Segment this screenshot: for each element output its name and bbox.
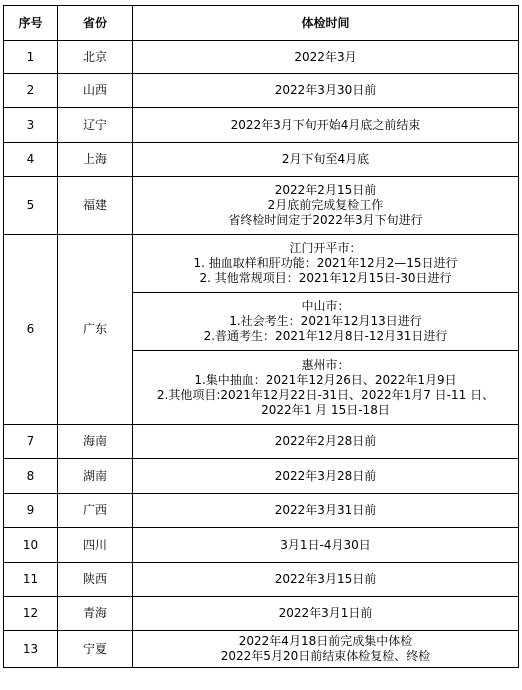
row-exam-time-zhongshan xyxy=(133,293,519,351)
row-province: 广东 xyxy=(58,235,133,425)
row-exam-time xyxy=(133,74,519,108)
time-line: 2月下旬至4月底 xyxy=(281,152,370,166)
time-line: 2022年3月30日前 xyxy=(274,83,377,97)
row-index: 13 xyxy=(4,631,58,668)
row-index: 11 xyxy=(4,563,58,597)
row-province: 辽宁 xyxy=(58,108,133,143)
time-line: 江门开平市： xyxy=(289,241,362,255)
time-line: 2022年3月1日前 xyxy=(278,606,373,620)
row-exam-time xyxy=(133,494,519,528)
row-province: 广西 xyxy=(58,494,133,528)
time-line: 2022年5月20日前结束体检复检、终检 xyxy=(220,649,431,663)
table-row xyxy=(4,597,519,631)
row-province: 山西 xyxy=(58,74,133,108)
row-index: 10 xyxy=(4,528,58,563)
time-line: 1.集中抽血：2021年12月26日、2022年1月9日 xyxy=(194,372,457,387)
row-exam-time xyxy=(133,425,519,459)
table-row xyxy=(4,108,519,143)
time-line: 2022年3月28日前 xyxy=(274,468,377,483)
table-row xyxy=(4,528,519,563)
row-exam-time xyxy=(133,108,519,143)
time-line: 省终检时间定于2022年3月下旬进行 xyxy=(228,213,423,227)
time-line: 2.普通考生：2021年12月8日-12月31日进行 xyxy=(203,329,448,343)
row-exam-time xyxy=(133,563,519,597)
row-exam-time xyxy=(133,143,519,177)
time-line: 3月1日-4月30日 xyxy=(280,537,371,552)
time-line: 2022年3月31日前 xyxy=(274,503,377,517)
table-row xyxy=(4,459,519,494)
row-province: 北京 xyxy=(58,41,133,74)
time-line: 2022年3月 xyxy=(294,49,357,64)
row-index: 8 xyxy=(4,459,58,494)
row-province: 青海 xyxy=(58,597,133,631)
header-exam-time: 体检时间 xyxy=(133,6,519,41)
time-line: 1.社会考生：2021年12月13日进行 xyxy=(229,314,422,328)
table-row xyxy=(4,74,519,108)
row-province: 海南 xyxy=(58,425,133,459)
row-exam-time xyxy=(133,631,519,668)
table-row xyxy=(4,177,519,235)
time-line: 2月底前完成复检工作 xyxy=(267,198,384,212)
row-province: 湖南 xyxy=(58,459,133,494)
time-line: 2022年3月15日前 xyxy=(274,572,377,586)
table-row xyxy=(4,143,519,177)
row-exam-time xyxy=(133,177,519,235)
time-line: 2. 其他常规项目：2021年12月15日-30日进行 xyxy=(199,271,452,285)
table-row xyxy=(4,235,519,293)
row-index: 2 xyxy=(4,74,58,108)
row-exam-time-jiangmen xyxy=(133,235,519,293)
time-line: 惠州市： xyxy=(301,357,350,372)
exam-schedule-table xyxy=(3,5,519,668)
time-line: 中山市： xyxy=(301,299,350,313)
row-exam-time xyxy=(133,597,519,631)
row-exam-time xyxy=(133,459,519,494)
row-province: 上海 xyxy=(58,143,133,177)
table-row xyxy=(4,494,519,528)
time-line: 2022年4月18日前完成集中体检 xyxy=(238,634,413,648)
row-province: 陕西 xyxy=(58,563,133,597)
row-index: 12 xyxy=(4,597,58,631)
row-province: 宁夏 xyxy=(58,631,133,668)
table-header-row xyxy=(4,6,519,41)
row-index: 9 xyxy=(4,494,58,528)
table-row xyxy=(4,425,519,459)
row-province: 福建 xyxy=(58,177,133,235)
header-province: 省份 xyxy=(58,6,133,41)
time-line: 2022年2月28日前 xyxy=(274,434,377,448)
header-index: 序号 xyxy=(4,6,58,41)
time-line: 2022年3月下旬开始4月底之前结束 xyxy=(230,117,421,132)
row-index: 5 xyxy=(4,177,58,235)
table-row xyxy=(4,563,519,597)
table-row xyxy=(4,631,519,668)
row-province: 四川 xyxy=(58,528,133,563)
time-line: 2.其他项目:2021年12月22日-31日、2022年1月7 日-11 日、 xyxy=(156,387,495,402)
row-exam-time xyxy=(133,528,519,563)
time-line: 2022年1 月 15日-18日 xyxy=(261,402,390,417)
row-index: 4 xyxy=(4,143,58,177)
row-index: 3 xyxy=(4,108,58,143)
time-line: 1. 抽血取样和肝功能：2021年12月2—15日进行 xyxy=(193,256,458,270)
time-line: 2022年2月15日前 xyxy=(274,183,377,197)
row-exam-time xyxy=(133,41,519,74)
table-row xyxy=(4,41,519,74)
row-exam-time-huizhou xyxy=(133,351,519,425)
exam-schedule-document xyxy=(3,5,518,668)
row-index: 1 xyxy=(4,41,58,74)
row-index: 6 xyxy=(4,235,58,425)
row-index: 7 xyxy=(4,425,58,459)
